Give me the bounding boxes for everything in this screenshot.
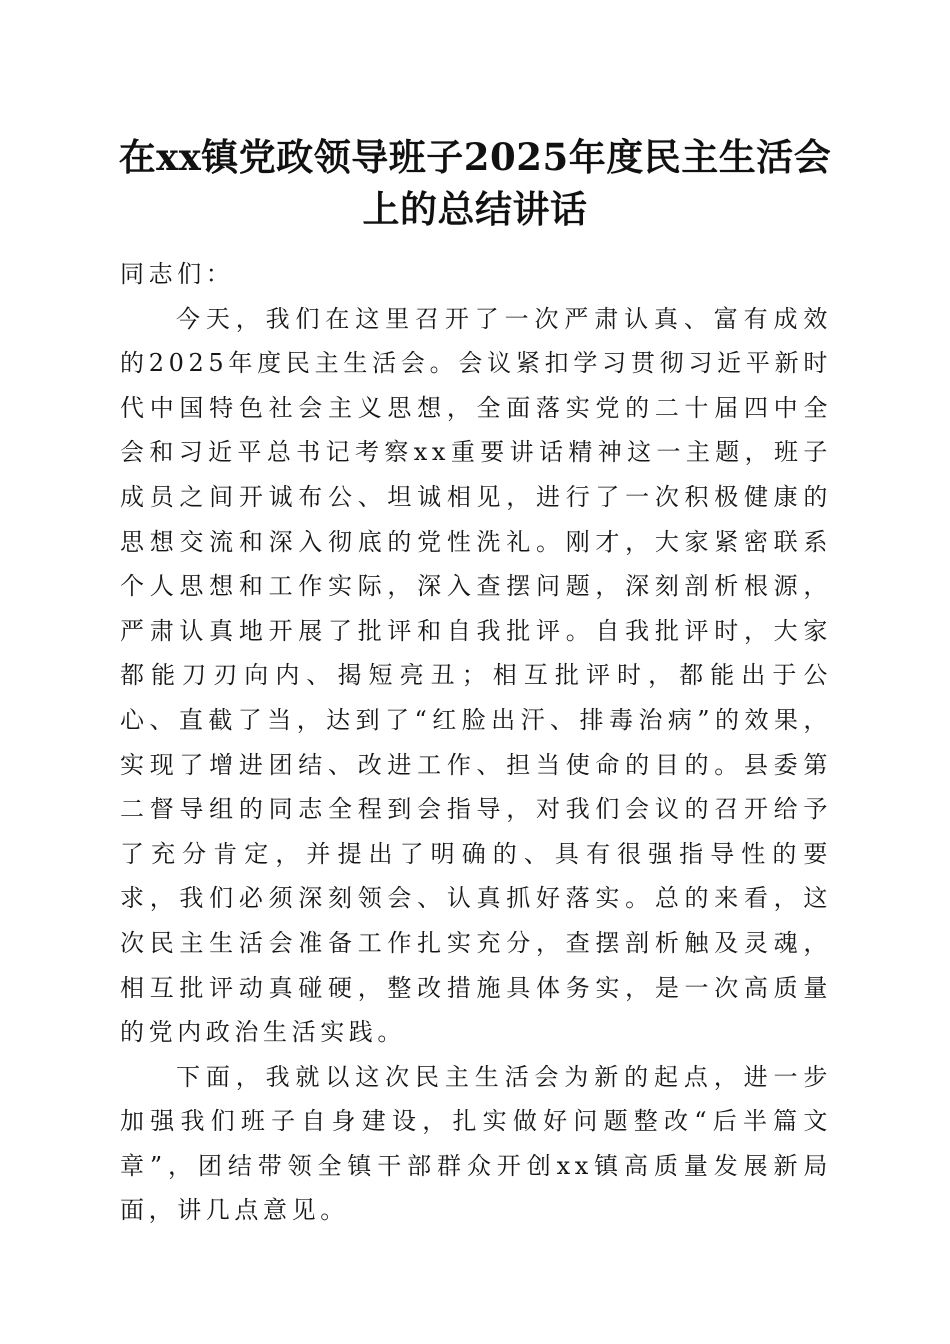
paragraph-1: 今天，我们在这里召开了一次严肃认真、富有成效的2025年度民主生活会。会议紧扣学习贯彻习近平新时代中国特色社会主义思想，全面落实党的二十届四中全会和习近平总书记考察xx重要讲话精神这一主题，班子成员之间开诚布公、坦诚相见，进行了一次积极健康的思想交流和深入彻底的党性洗礼。刚才，大家紧密联系个人思想和工作实际，深入查摆问题，深刻剖析根源，严肃认真地开展了批评和自我批评。自我批评时，大家都能刀刃向内、揭短亮丑；相互批评时，都能出于公心、直截了当，达到了“红脸出汗、排毒治病”的效果，实现了增进团结、改进工作、担当使命的目的。县委第二督导组的同志全程到会指导，对我们会议的召开给予了充分肯定，并提出了明确的、具有很强指导性的要求，我们必须深刻领会、认真抓好落实。总的来看，这次民主生活会准备工作扎实充分，查摆剖析触及灵魂，相互批评动真碰硬，整改措施具体务实，是一次高质量的党内政治生活实践。: [120, 304, 832, 1047]
paragraph-2: 下面，我就以这次民主生活会为新的起点，进一步加强我们班子自身建设，扎实做好问题整改“后半篇文章”，团结带领全镇干部群众开创xx镇高质量发展新局面，讲几点意见。: [120, 1062, 832, 1225]
document-title: 在xx镇党政领导班子2025年度民主生活会上的总结讲话: [118, 135, 832, 231]
salutation: 同志们：: [120, 260, 235, 288]
document-body: [120, 252, 832, 1233]
